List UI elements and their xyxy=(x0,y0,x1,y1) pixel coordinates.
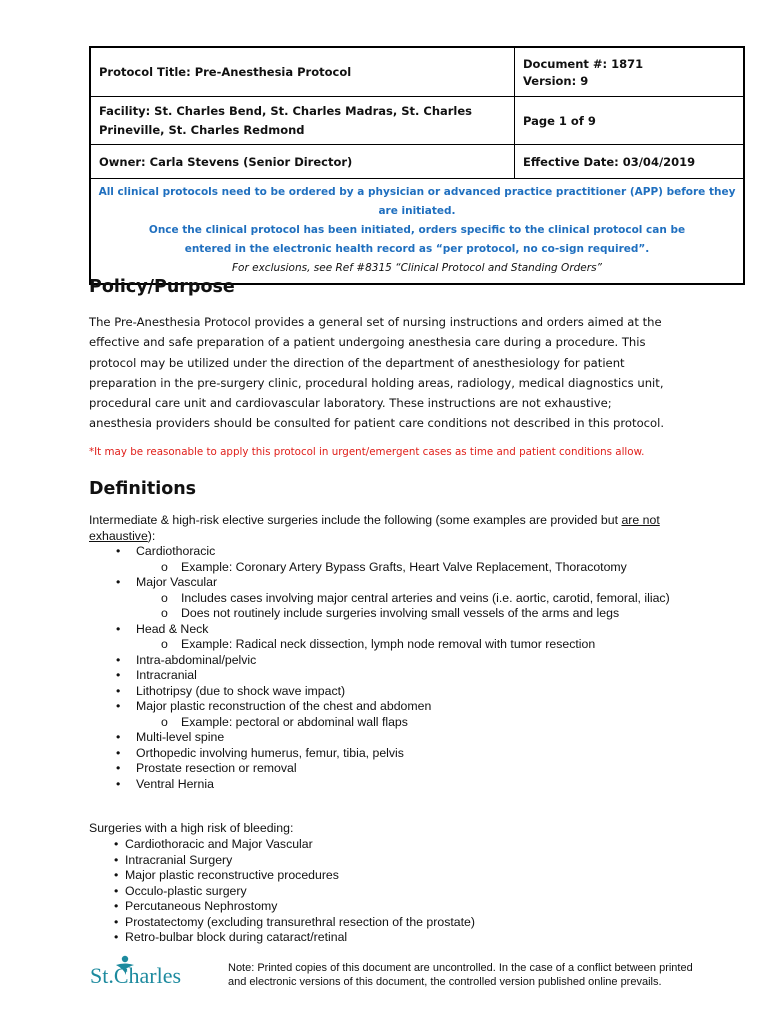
bleeding-risk-item: • Percutaneous Nephrostomy xyxy=(89,899,475,915)
definition-item-label: Ventral Hernia xyxy=(136,776,214,791)
definition-item-label: Intra-abdominal/pelvic xyxy=(136,652,257,667)
definition-subitem: o Example: pectoral or abdominal wall flaps xyxy=(136,715,709,731)
bleeding-risk-item: • Major plastic reconstructive procedures xyxy=(89,868,475,884)
definition-item-label: Intracranial xyxy=(136,668,197,682)
bleeding-risk-item: • Cardiothoracic and Major Vascular xyxy=(89,837,475,853)
intro-underlined: are not exhaustive xyxy=(89,513,660,543)
definition-item-label: Prostate resection or removal xyxy=(136,761,297,775)
protocol-title: Protocol Title: Pre-Anesthesia Protocol xyxy=(99,65,352,79)
policy-body: The Pre-Anesthesia Protocol provides a general set of nursing instructions and orders aimed at the effective and safe preparation of a patient undergoing anesthesia care during a procedure. This protocol may be utilized under the direction of the department of anesthesiology for patient preparation in the pre-surgery clinic, procedural holding areas, radiology, medical diagnostics unit, procedural care unit and cardiovascular laboratory. These instructions are not exhaustive; anesthesia providers should be consulted for patient care conditions not described in this protocol. xyxy=(89,315,665,431)
effective-date-cell xyxy=(515,145,743,178)
definition-sublist xyxy=(136,591,709,622)
protocol-notice xyxy=(91,179,743,283)
bleeding-risk-item: • Prostatectomy (excluding transurethral resection of the prostate) xyxy=(89,915,475,931)
definitions-intro xyxy=(89,513,689,544)
notice-line-1: All clinical protocols need to be ordered by a physician or advanced practice practitioner (APP) before they are initiated. xyxy=(98,186,736,217)
definition-item-label: Head & Neck xyxy=(136,621,209,636)
facility: Facility: St. Charles Bend, St. Charles Madras, St. Charles Prineville, St. Charles Redmond xyxy=(99,103,473,137)
definition-item xyxy=(89,746,709,762)
definition-subitem: o Example: Coronary Artery Bypass Grafts, Heart Valve Replacement, Thoracotomy xyxy=(136,560,709,576)
notice-line-2: Once the clinical protocol has been initiated, orders specific to the clinical protocol can be entered in the electronic health record as “per protocol, no co-sign required”. xyxy=(148,224,686,255)
logo-wordmark: St.Charles xyxy=(90,963,182,988)
definition-item xyxy=(89,761,709,777)
header-row-facility xyxy=(91,97,743,145)
definition-item xyxy=(89,684,709,700)
definition-item-label: Multi-level spine xyxy=(136,730,225,744)
intro-end: ): xyxy=(147,528,156,543)
owner-cell xyxy=(91,145,515,178)
bleeding-risk-item: • Occulo-plastic surgery xyxy=(89,884,475,900)
definition-item xyxy=(89,653,709,669)
protocol-header-table xyxy=(89,46,745,285)
bleeding-intro: Surgeries with a high risk of bleeding: xyxy=(89,821,294,835)
uncontrolled-copy-note: Note: Printed copies of this document are uncontrolled. In the case of a conflict between printed and electronic versions of this document, the controlled version published online prevails. xyxy=(228,962,693,988)
effective-date: Effective Date: 03/04/2019 xyxy=(523,154,696,169)
bleeding-risk-list xyxy=(89,837,475,946)
document-number: Document #: 1871 xyxy=(523,56,644,71)
version: Version: 9 xyxy=(523,73,589,88)
definition-item xyxy=(89,668,709,684)
definition-item-label: Lithotripsy (due to shock wave impact) xyxy=(136,683,346,698)
definition-sublist xyxy=(136,560,709,576)
definition-sublist xyxy=(136,715,709,731)
definition-subitem: o Does not routinely include surgeries involving small vessels of the arms and legs xyxy=(136,606,709,622)
header-row-owner xyxy=(91,145,743,179)
intro-start: Intermediate & high-risk elective surgeries include the following (some examples are provided but xyxy=(89,513,622,527)
document-info-cell xyxy=(515,48,743,96)
st-charles-logo xyxy=(88,953,200,993)
bleeding-risk-item: • Retro-bulbar block during cataract/retinal xyxy=(89,930,475,946)
definition-item xyxy=(89,575,709,622)
definition-item xyxy=(89,699,709,730)
page-cell xyxy=(515,97,743,144)
owner: Owner: Carla Stevens (Senior Director) xyxy=(99,154,353,169)
policy-heading: Policy/Purpose xyxy=(89,277,235,297)
definition-item xyxy=(89,622,709,653)
definition-item xyxy=(89,730,709,746)
definition-item-label: Orthopedic involving humerus, femur, tibia, pelvis xyxy=(136,745,404,760)
header-row-title xyxy=(91,48,743,97)
definition-item-label: Cardiothoracic xyxy=(136,544,216,558)
definition-sublist xyxy=(136,637,709,653)
page-number: Page 1 of 9 xyxy=(523,113,596,128)
definition-subitem: o Example: Radical neck dissection, lymph node removal with tumor resection xyxy=(136,637,709,653)
definition-item-label: Major plastic reconstruction of the chest and abdomen xyxy=(136,699,432,713)
facility-cell xyxy=(91,97,515,144)
definitions-heading: Definitions xyxy=(89,479,197,499)
st-charles-logo-graphic xyxy=(88,953,200,993)
definition-item xyxy=(89,544,709,575)
bleeding-risk-item: • Intracranial Surgery xyxy=(89,853,475,869)
definition-item xyxy=(89,777,709,793)
surgery-risk-list xyxy=(89,544,709,792)
protocol-title-cell xyxy=(91,48,515,96)
urgent-note: *It may be reasonable to apply this protocol in urgent/emergent cases as time and patient conditions allow. xyxy=(89,446,645,458)
notice-exclusions: For exclusions, see Ref #8315 “Clinical Protocol and Standing Orders” xyxy=(232,262,602,274)
definition-item-label: Major Vascular xyxy=(136,575,218,589)
definition-subitem: o Includes cases involving major central arteries and veins (i.e. aortic, carotid, femoral, iliac) xyxy=(136,591,709,607)
